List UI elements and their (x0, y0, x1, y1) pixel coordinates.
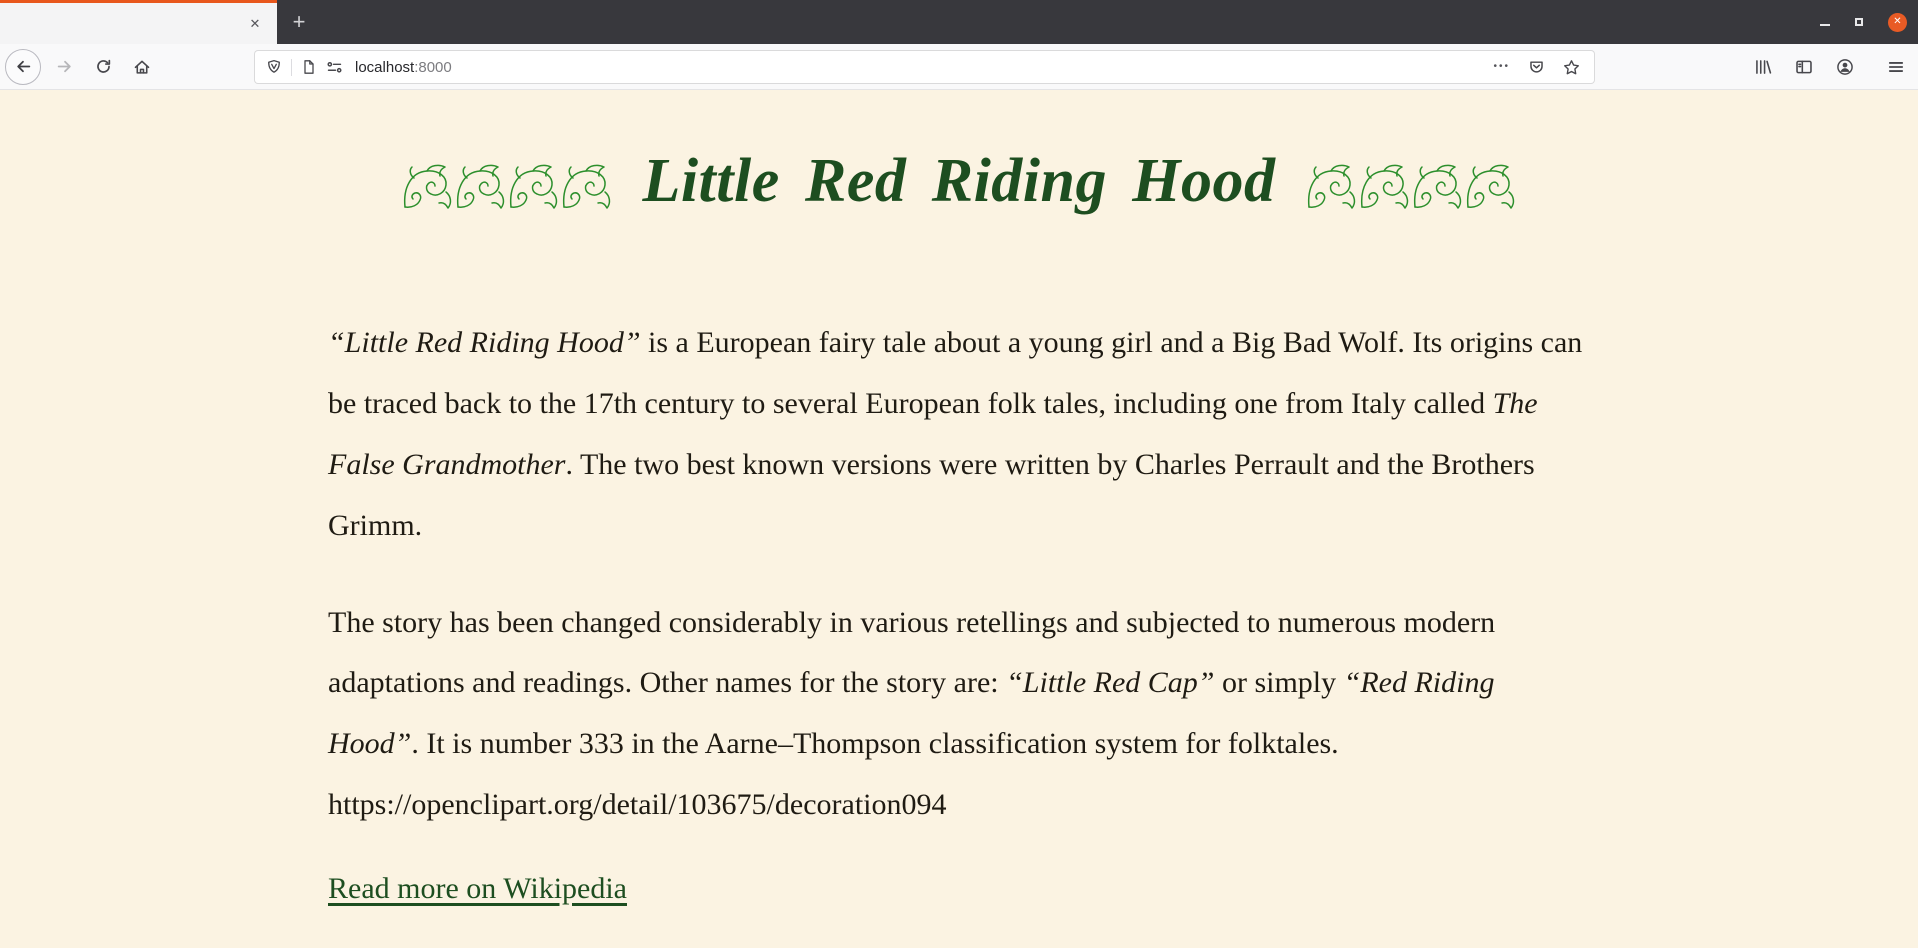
tracking-shield-icon (266, 59, 282, 75)
paragraph-adaptations: The story has been changed considerably in various retellings and subjected to numerous modern adaptations and readings. Other names for the story are: “Little Red Cap” or simply “Red Riding Hood”. It is number 333 in the Aarne–Thompson classification system for folktales. https://openclipart.org/detail/103675/decoration094 (328, 605, 1496, 822)
page-title: Little Red Riding Hood (642, 147, 1276, 215)
window-controls (1820, 0, 1918, 44)
tab-close-icon[interactable]: ✕ (249, 16, 261, 31)
title-row (328, 146, 1590, 217)
account-icon[interactable] (1836, 58, 1854, 76)
ornament-right (1306, 164, 1516, 212)
url-host: localhost (355, 58, 415, 76)
page-actions-icon[interactable]: ••• (1493, 61, 1510, 72)
url-text[interactable] (355, 59, 1484, 76)
url-port: :8000 (414, 58, 452, 76)
urlbar-divider (291, 59, 292, 76)
browser-tab[interactable] (0, 0, 277, 44)
navigation-toolbar (0, 44, 1918, 90)
minimize-icon[interactable] (1820, 24, 1830, 26)
wikipedia-link[interactable]: Read more on Wikipedia (328, 872, 627, 906)
menu-icon[interactable] (1887, 58, 1905, 76)
ornament-left (402, 164, 612, 212)
back-icon (15, 58, 32, 75)
page-info-icon[interactable] (301, 59, 317, 75)
reload-icon (95, 58, 112, 75)
pocket-icon[interactable] (1528, 59, 1545, 76)
article-column (328, 146, 1590, 906)
home-button[interactable] (126, 51, 158, 83)
nav-buttons (0, 49, 158, 85)
maximize-icon[interactable] (1855, 18, 1863, 26)
new-tab-icon: + (292, 9, 306, 34)
bookmark-star-icon[interactable] (1563, 59, 1580, 76)
page-viewport (0, 90, 1918, 948)
library-icon[interactable] (1754, 58, 1772, 76)
sidebar-icon[interactable] (1795, 58, 1813, 76)
reload-button[interactable] (87, 51, 119, 83)
urlbar-actions (1493, 59, 1583, 76)
toolbar-right-icons (1754, 44, 1905, 89)
close-window-icon[interactable]: ✕ (1888, 13, 1907, 32)
paragraph-intro: “Little Red Riding Hood” is a European fairy tale about a young girl and a Big Bad Wolf. Its origins can be traced back to the 17th century to several European folk tales, including one from Italy called The False Grandmother. The two best known versions were written by Charles Perrault and the Brothers Grimm. (328, 326, 1583, 542)
forward-button[interactable] (48, 51, 80, 83)
forward-icon (56, 58, 73, 75)
home-icon (133, 58, 151, 76)
back-button[interactable] (5, 49, 41, 85)
url-bar[interactable] (255, 51, 1594, 83)
permissions-icon[interactable] (326, 59, 343, 76)
titlebar (0, 0, 1918, 44)
new-tab-button[interactable] (277, 0, 321, 44)
